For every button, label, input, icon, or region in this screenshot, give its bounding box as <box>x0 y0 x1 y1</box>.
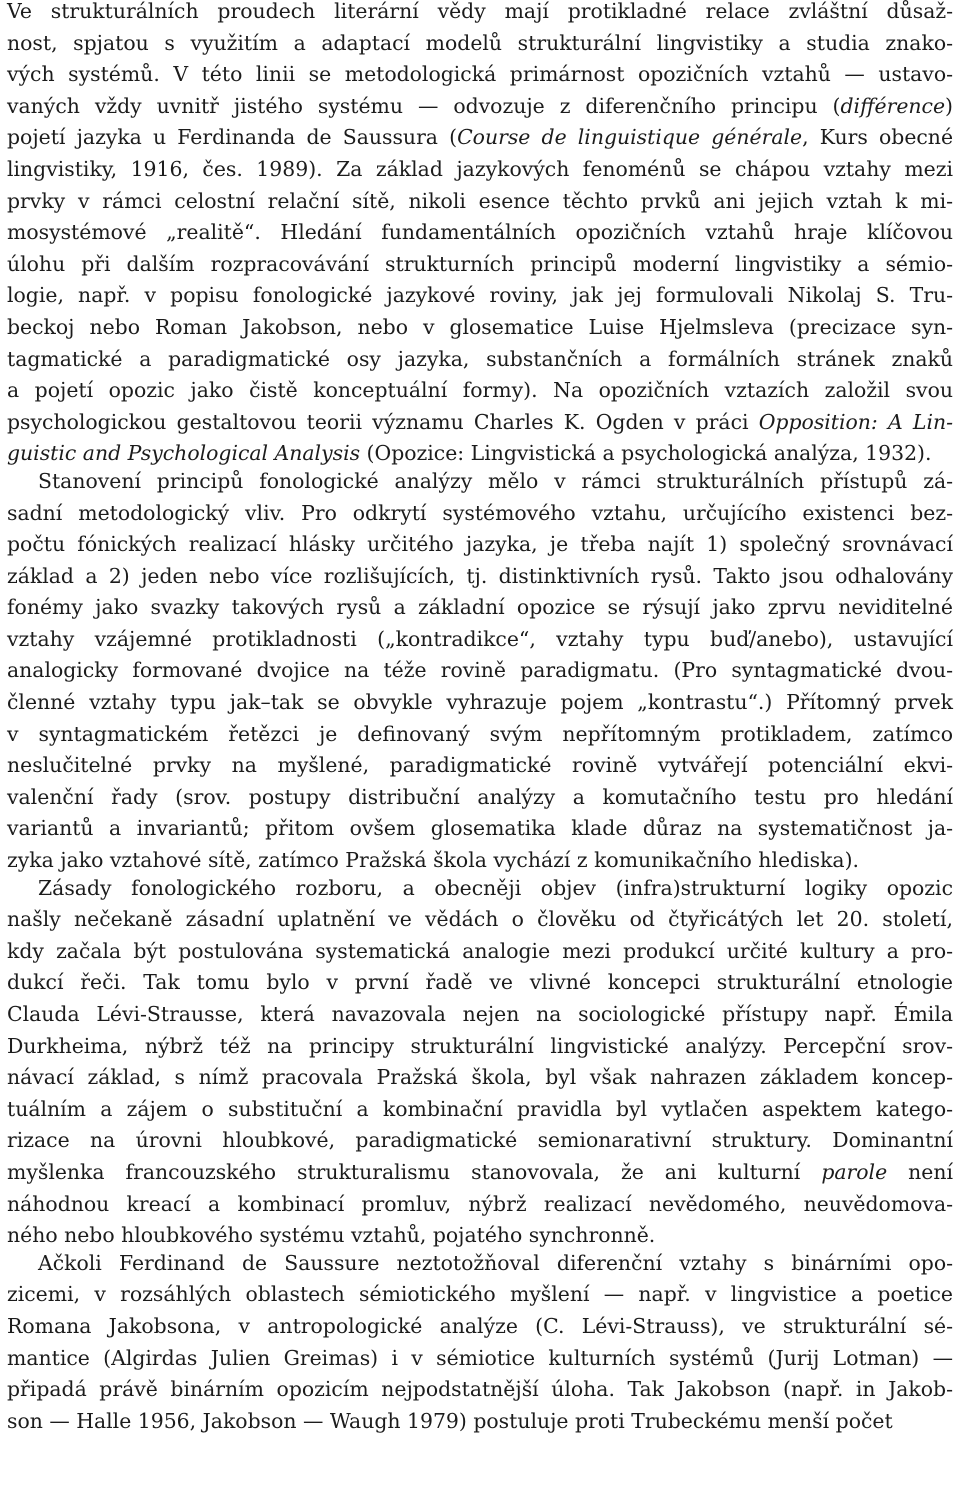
text-line <box>7 407 953 439</box>
text-line <box>7 312 953 344</box>
text-line <box>7 1279 953 1311</box>
text-line <box>7 1125 953 1157</box>
text-line <box>7 1248 953 1280</box>
text-line <box>7 186 953 218</box>
text-run: vých systémů. V této linii se metodologická primárnost opozičních vztahů — ustavo- <box>7 62 953 87</box>
text-line <box>7 1374 953 1406</box>
text-run: počtu fónických realizací hlásky určitého jazyka, je třeba najít 1) společný srovnávací <box>7 532 953 557</box>
text-line <box>7 967 953 999</box>
text-line <box>7 466 953 498</box>
text-run: beckoj nebo Roman Jakobson, nebo v glosematice Luise Hjelmsleva (precizace syn- <box>7 314 953 339</box>
text-line <box>7 750 953 782</box>
text-run: sadní metodologický vliv. Pro odkrytí systémového vztahu, určujícího existenci bez- <box>7 500 953 525</box>
text-line <box>7 813 953 845</box>
text-run: není <box>887 1159 953 1184</box>
text-run: kdy začala být postulována systematická analogie mezi produkcí určité kultury a pro- <box>7 938 953 963</box>
text-run: tuálním a zájem o substituční a kombinační pravidla byl vytlačen aspektem katego- <box>7 1096 953 1121</box>
text-run: základ a 2) jeden nebo více rozlišujících, tj. distinktivních rysů. Takto jsou odhalovány <box>7 563 953 588</box>
text-line <box>7 122 953 154</box>
text-line <box>7 59 953 91</box>
text-run: návací základ, s nímž pracovala Pražská škola, byl však nahrazen základem koncep- <box>7 1065 953 1090</box>
text-line <box>7 1189 953 1221</box>
text-run: v syntagmatickém řetězci je definovaný svým nepřítomným protikladem, zatímco <box>7 721 953 746</box>
text-run: Clauda Lévi-Strausse, která navazovala nejen na sociologické přístupy např. Émila <box>7 1002 953 1026</box>
italic-text: parole <box>821 1159 888 1184</box>
text-run: členné vztahy typu jak–tak se obvykle vyhrazuje pojem „kontrastu“.) Přítomný prvek <box>7 690 953 715</box>
text-run: Durkheima, nýbrž též na principy strukturální lingvistické analýzy. Percepční srov- <box>7 1033 953 1058</box>
text-run: náhodnou kreací a kombinací promluv, nýbrž realizací nevědomého, neuvědomova- <box>7 1191 953 1216</box>
text-run: prvky v rámci celostní relační sítě, nikoli esence těchto prvků ani jejich vztah k mi- <box>7 188 953 213</box>
text-run: rizace na úrovni hloubkové, paradigmatické semionarativní struktury. Dominantní <box>7 1128 953 1153</box>
text-run: nost, spjatou s využitím a adaptací modelů strukturální lingvistiky a studia znako- <box>7 30 953 55</box>
text-line <box>7 28 953 60</box>
text-line <box>7 904 953 936</box>
paragraph <box>7 466 953 877</box>
text-line <box>7 1031 953 1063</box>
text-run: zyka jako vztahové sítě, zatímco Pražská škola vychází z komunikačního hlediska). <box>7 848 860 873</box>
text-line <box>7 655 953 687</box>
text-run: vaných vždy uvnitř jistého systému — odvozuje z diferenčního principu ( <box>7 93 841 118</box>
text-run: lingvistiky, 1916, čes. 1989). Za základ jazykových fenoménů se chápou vztahy mezi <box>7 156 953 181</box>
text-run: našly nečekaně zásadní uplatnění ve vědách o člověku od čtyřicátých let 20. století, <box>7 907 953 932</box>
text-line <box>7 344 953 376</box>
text-run: připadá právě binárním opozicím nejpodstatnější úloha. Tak Jakobson (např. in Jakob- <box>7 1377 953 1402</box>
text-run: mantice (Algirdas Julien Greimas) i v sémiotice kulturních systémů (Jurij Lotman) — <box>7 1345 953 1370</box>
text-line <box>7 1343 953 1375</box>
text-run: valenční řady (srov. postupy distribuční analýzy a komutačního testu pro hledání <box>7 784 953 809</box>
text-line <box>7 91 953 123</box>
italic-text: guistic and Psychological Analysis <box>7 441 361 466</box>
text-line <box>7 529 953 561</box>
text-line <box>7 999 953 1031</box>
text-run: myšlenka francouzského strukturalismu stanovovala, že ani kulturní <box>7 1159 822 1184</box>
text-line <box>7 1157 953 1189</box>
text-run: dukcí řeči. Tak tomu bylo v první řadě ve vlivné koncepci strukturální etnologie <box>7 970 953 995</box>
text-line <box>7 249 953 281</box>
paragraph <box>7 0 953 470</box>
text-line <box>7 0 953 28</box>
text-line <box>7 1094 953 1126</box>
text-run: son — Halle 1956, Jakobson — Waugh 1979) postuluje proti Trubeckému menší počet <box>7 1408 893 1433</box>
text-run: vztahy vzájemné protikladnosti („kontradikce“, vztahy typu buď/anebo), ustavující <box>7 626 953 651</box>
text-line <box>7 1311 953 1343</box>
italic-text: différence <box>840 93 946 118</box>
text-line <box>7 498 953 530</box>
text-line <box>7 217 953 249</box>
italic-text: Course de linguistique générale <box>457 125 803 150</box>
italic-text: Opposition: A Lin- <box>758 409 953 434</box>
paragraph <box>7 1248 953 1438</box>
text-run: Romana Jakobsona, v antropologické analýze (C. Lévi-Strauss), ve strukturální sé- <box>7 1313 953 1338</box>
paragraph <box>7 873 953 1252</box>
text-run: Ačkoli Ferdinand de Saussure neztotožňoval diferenční vztahy s binárními opo- <box>38 1250 953 1275</box>
text-run: variantů a invariantů; přitom ovšem glosematika klade důraz na systematičnost ja- <box>7 816 953 841</box>
text-line <box>7 561 953 593</box>
text-run: Stanovení principů fonologické analýzy mělo v rámci strukturálních přístupů zá- <box>38 468 953 493</box>
text-run: psychologickou gestaltovou teorii významu Charles K. Ogden v práci <box>7 409 759 434</box>
text-line <box>7 687 953 719</box>
text-run: zicemi, v rozsáhlých oblastech sémiotického myšlení — např. v lingvistice a poetice <box>7 1282 953 1307</box>
text-run: ) <box>945 93 953 118</box>
text-run: Ve strukturálních proudech literární vědy mají protikladné relace zvláštní důsaž- <box>7 0 953 23</box>
text-line <box>7 1062 953 1094</box>
text-run: (Opozice: Lingvistická a psychologická analýza, 1932). <box>360 441 932 466</box>
text-line <box>7 719 953 751</box>
text-run: fonémy jako svazky takových rysů a základní opozice se rýsují jako zprvu neviditelné <box>7 595 953 620</box>
text-line <box>7 280 953 312</box>
text-line <box>7 624 953 656</box>
text-run: Zásady fonologického rozboru, a obecněji objev (infra)strukturní logiky opozic <box>38 875 953 900</box>
text-run: mosystémové „realitě“. Hledání fundamentálních opozičních vztahů hraje klíčovou <box>7 220 953 245</box>
text-line <box>7 782 953 814</box>
text-line <box>7 592 953 624</box>
text-line <box>7 936 953 968</box>
text-line <box>7 1406 953 1438</box>
text-run: úlohu při dalším rozpracovávání strukturních principů moderní lingvistiky a sémio- <box>7 251 953 276</box>
text-run: analogicky formované dvojice na téže rovině paradigmatu. (Pro syntagmatické dvou- <box>7 658 953 683</box>
text-line <box>7 873 953 905</box>
text-line <box>7 154 953 186</box>
text-run: logie, např. v popisu fonologické jazykové roviny, jak jej formulovali Nikolaj S. Tru- <box>7 283 953 308</box>
text-run: a pojetí opozic jako čistě konceptuální formy). Na opozičních vztazích založil svou <box>7 378 953 403</box>
text-run: neslučitelné prvky na myšlené, paradigmatické rovině vytvářejí potenciální ekvi- <box>7 753 953 778</box>
document-page <box>7 0 953 1437</box>
text-run: tagmatické a paradigmatické osy jazyka, substančních a formálních stránek znaků <box>7 346 953 371</box>
text-run: , Kurs obecné <box>802 125 954 150</box>
text-run: pojetí jazyka u Ferdinanda de Saussura ( <box>7 125 458 150</box>
text-run: ného nebo hloubkového systému vztahů, pojatého synchronně. <box>7 1223 656 1248</box>
text-line <box>7 375 953 407</box>
